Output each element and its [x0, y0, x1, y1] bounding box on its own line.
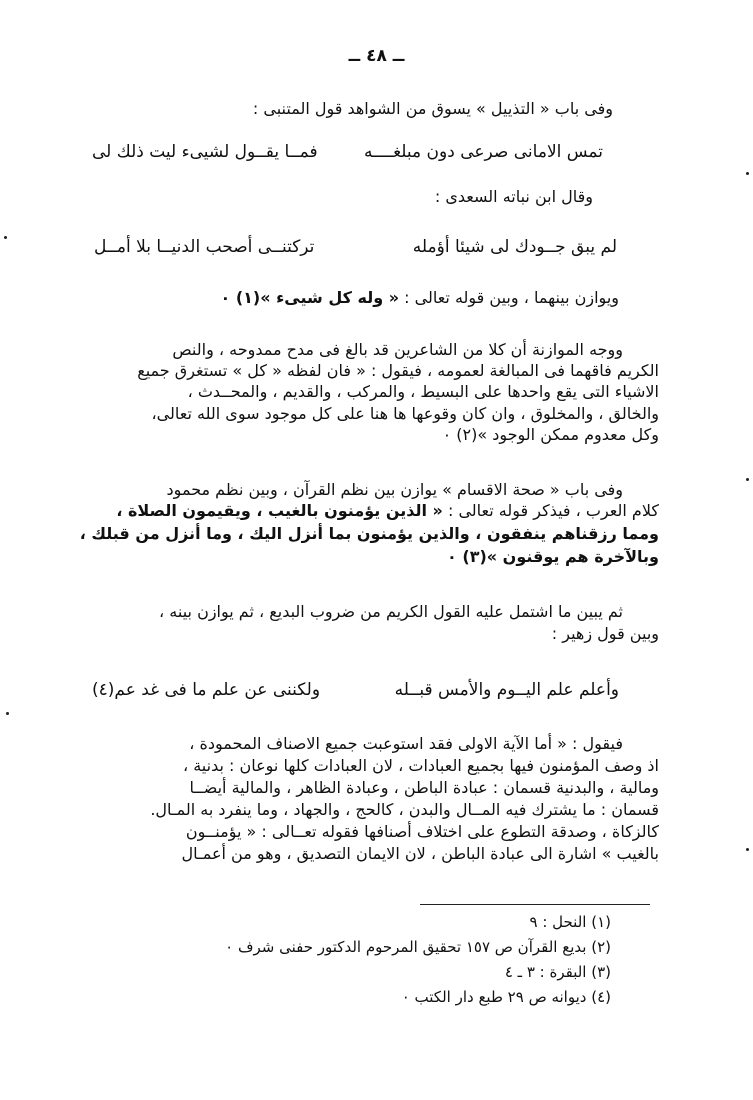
verse-hemistich-left: ولكننى عن علم ما فى غد عم(٤)	[92, 680, 321, 700]
paragraph-line: بالغيب » اشارة الى عبادة الباطن ، لان الايمان التصديق ، وهو من أعمـال	[181, 844, 659, 863]
quran-quote-line: وبالآخرة هم يوقنون »(٣) ٠	[447, 547, 659, 566]
verse-hemistich-right: وأعلم علم اليــوم والأمس قبــله	[394, 680, 619, 700]
footnote: (٢) بديع القرآن ص ١٥٧ تحقيق المرحوم الدكتور حفنى شرف ٠	[225, 938, 611, 956]
footnote-divider	[420, 904, 650, 905]
paragraph-line: وكل معدوم ممكن الوجود »(٢) ٠	[442, 425, 659, 444]
footnote: (١) النحل : ٩	[529, 913, 611, 931]
paragraph-line: الكريم فاقهما فى المبالغة لعمومه ، فيقول : « فان لفظه « كل » تستغرق جميع	[137, 361, 659, 380]
scan-speck	[746, 172, 749, 175]
paragraph-line: ثم يبين ما اشتمل عليه القول الكريم من ضروب البديع ، ثم يوازن بينه ،	[159, 602, 623, 621]
paragraph-line: اذ وصف المؤمنون فيها بجميع العبادات ، لان العبادات كلها نوعان : بدنية ،	[182, 756, 659, 775]
paragraph-line	[220, 287, 619, 309]
paragraph-line: كالزكاة ، وصدقة التطوع على اختلاف أصنافها فقوله تعــالى : « يؤمنــون	[185, 822, 659, 841]
paragraph-line: الاشياء التى يقع واحدها على البسيط ، والمركب ، والقديم ، والمحــدث ،	[187, 382, 659, 401]
paragraph-line	[116, 500, 659, 522]
quran-quote-line: ومما رزقناهم ينفقون ، والذين يؤمنون بما أنزل اليك ، وما أنزل من قبلك ،	[79, 524, 659, 543]
quran-quote: « وله كل شيىء »(١) ٠	[220, 288, 400, 307]
intro-text: ويوازن بينهما ، وبين قوله تعالى :	[404, 288, 619, 307]
paragraph-line: ومالية ، والبدنية قسمان : عبادة الباطن ، وعبادة الظاهر ، والمالية أيضــا	[189, 778, 659, 797]
verse-hemistich-left: تركتنــى أصحب الدنيــا بلا أمــل	[94, 237, 315, 257]
verse-hemistich-left: فمــا يقــول لشيىء ليت ذلك لى	[92, 142, 318, 162]
scan-speck	[746, 848, 749, 851]
quran-quote: « الذين يؤمنون بالغيب ، ويقيمون الصلاة ،	[116, 501, 443, 520]
paragraph-line: فيقول : « أما الآية الاولى فقد استوعبت جميع الاصناف المحمودة ،	[189, 734, 623, 753]
scan-speck	[6, 712, 9, 715]
scan-speck	[746, 478, 749, 481]
paragraph-line: وقال ابن نباته السعدى :	[434, 187, 593, 206]
paragraph-line: قسمان : ما يشترك فيه المــال والبدن ، كالحج ، والجهاد ، وما ينفرد به المـال.	[150, 800, 659, 819]
footnote: (٣) البقرة : ٣ ـ ٤	[504, 963, 611, 981]
verse-hemistich-right: تمس الامانى صرعى دون مبلغــــه	[364, 142, 603, 162]
paragraph-line: وفى باب « التذييل » يسوق من الشواهد قول المتنبى :	[252, 99, 613, 118]
page-number: ــ ٤٨ ــ	[348, 46, 405, 66]
intro-text: كلام العرب ، فيذكر قوله تعالى :	[447, 501, 659, 520]
paragraph-line: ووجه الموازنة أن كلا من الشاعرين قد بالغ فى مدح ممدوحه ، والنص	[172, 340, 623, 359]
verse-hemistich-right: لم يبق جــودك لى شيئا أؤمله	[412, 237, 617, 257]
paragraph-line: والخالق ، والمخلوق ، وان كان وقوعها ها هنا على كل موجود سوى الله تعالى،	[151, 404, 659, 423]
footnote: (٤) ديوانه ص ٢٩ طبع دار الكتب ٠	[401, 988, 611, 1006]
paragraph-line: وفى باب « صحة الاقسام » يوازن بين نظم القرآن ، وبين نظم محمود	[166, 480, 623, 499]
scan-speck	[4, 236, 7, 239]
paragraph-line: وبين قول زهير :	[551, 624, 659, 643]
